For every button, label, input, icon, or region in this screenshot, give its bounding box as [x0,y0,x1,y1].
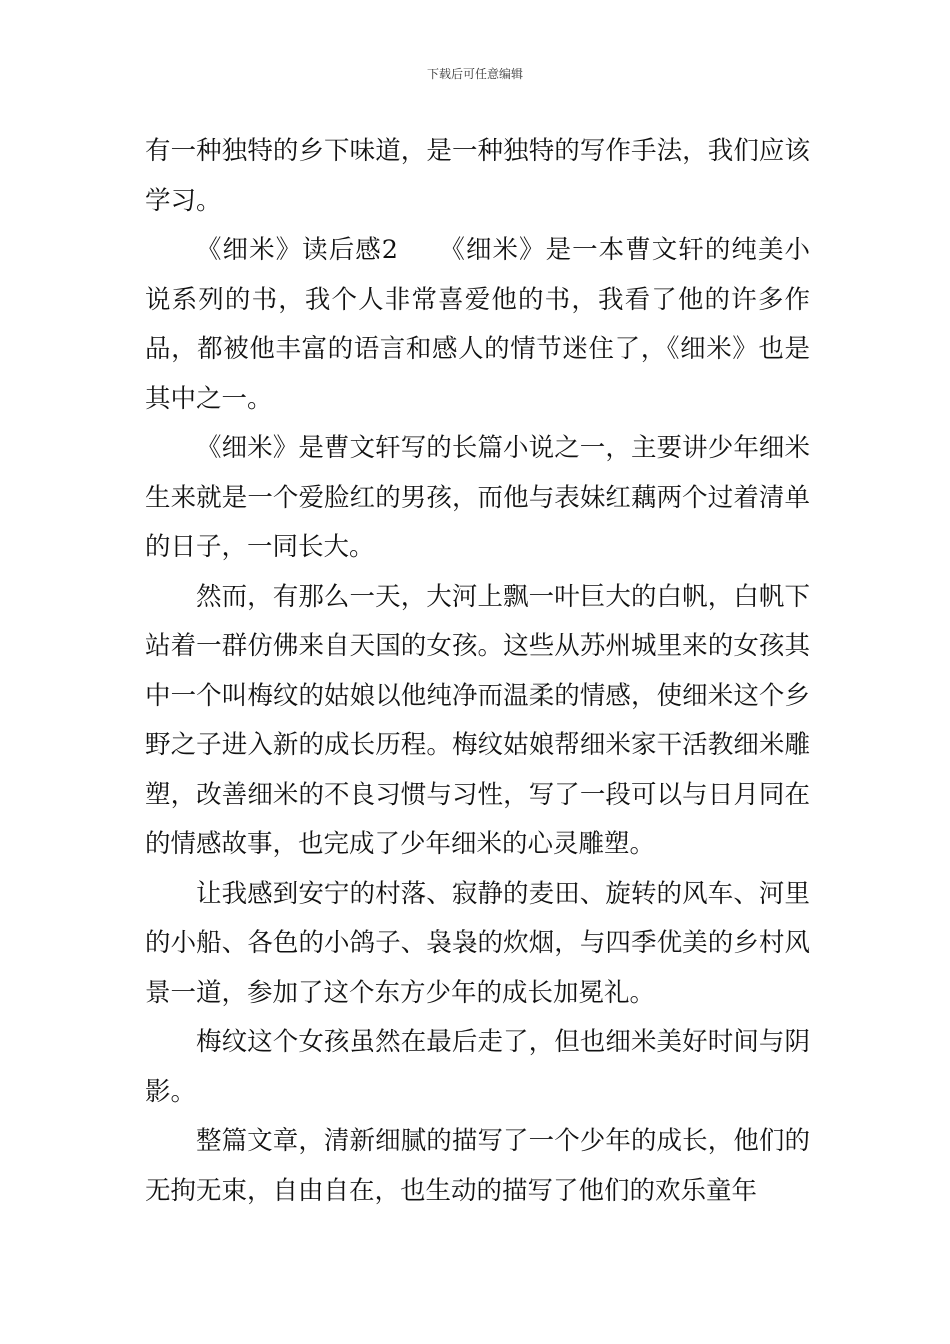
paragraph-3: 《细米》是曹文轩写的长篇小说之一，主要讲少年细米生来就是一个爱脸红的男孩，而他与表妹红藕两个过着清单的日子，一同长大。 [145,433,810,562]
paragraph-2: 《细米》读后感2 《细米》是一本曹文轩的纯美小说系列的书，我个人非常喜爱他的书，我看了他的许多作品，都被他丰富的语言和感人的情节迷住了，《细米》也是其中之一。 [145,235,810,414]
paragraph-5: 让我感到安宁的村落、寂静的麦田、旋转的风车、河里的小船、各色的小鸽子、袅袅的炊烟，与四季优美的乡村风景一道，参加了这个东方少年的成长加冕礼。 [145,878,810,1008]
paragraph-4: 然而，有那么一天，大河上飘一叶巨大的白帆，白帆下站着一群仿佛来自天国的女孩。这些从苏州城里来的女孩其中一个叫梅纹的姑娘以他纯净而温柔的情感，使细米这个乡野之子进入新的成长历程。梅纹姑娘帮细米家干活教细米雕塑，改善细米的不良习惯与习性，写了一段可以与日月同在的情感故事，也完成了少年细米的心灵雕塑。 [145,581,810,859]
paragraph-6: 梅纹这个女孩虽然在最后走了，但也细米美好时间与阴影。 [145,1027,810,1107]
paragraph-7: 整篇文章，清新细腻的描写了一个少年的成长，他们的无拘无束，自由自在，也生动的描写了他们的欢乐童年 [145,1126,810,1206]
paragraph-1: 有一种独特的乡下味道，是一种独特的写作手法，我们应该学习。 [145,136,810,216]
page-header: 下载后可任意编辑 [426,67,523,81]
document-body [145,127,810,1216]
